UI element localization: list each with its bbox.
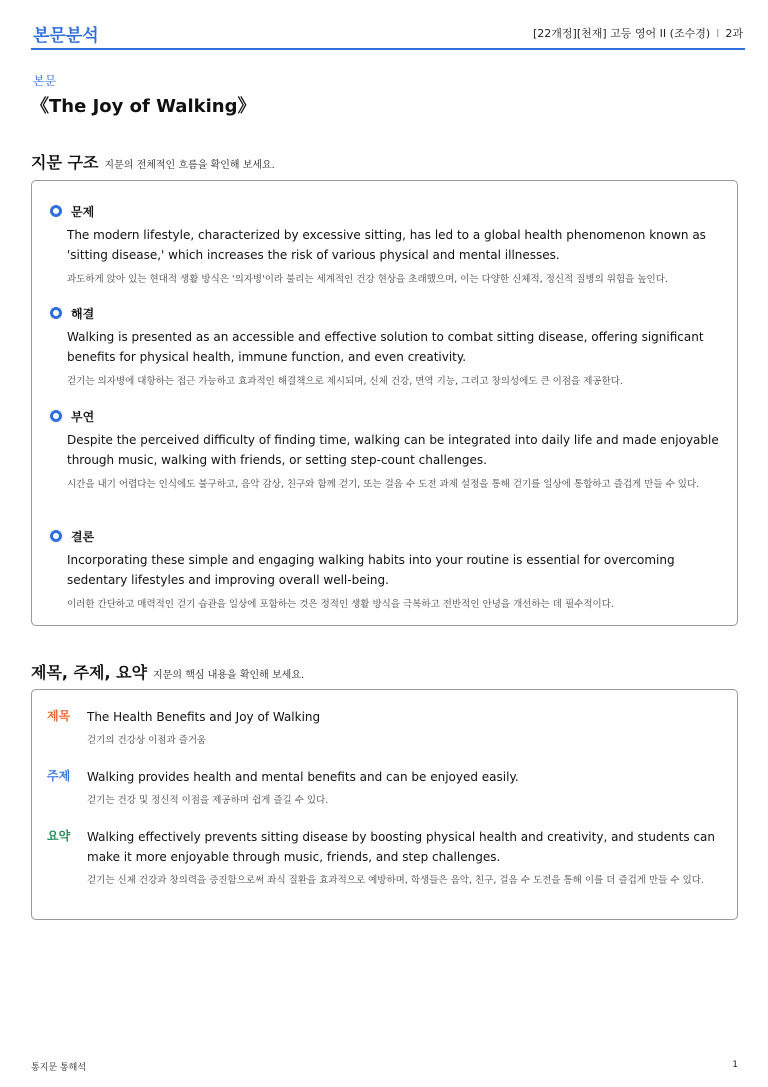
bullet-circle-icon [50,410,62,422]
structure-box [31,180,738,626]
structure-item-korean: 이러한 간단하고 매력적인 걷기 습관을 일상에 포함하는 것은 정적인 생활 방식을 극복하고 전반적인 안녕을 개선하는 데 필수적이다. [67,599,614,610]
structure-item-label: 해결 [71,306,95,321]
structure-heading-desc: 지문의 전체적인 흐름을 확인해 보세요. [104,160,275,171]
summary-heading [31,660,304,683]
summary-item-korean: 걷기는 신체 건강과 창의력을 증진함으로써 좌식 질환을 효과적으로 예방하며, 학생들은 음악, 친구, 걸음 수 도전을 통해 이를 더 즐겁게 만들 수 있다. [87,875,704,886]
structure-item-english: Walking is presented as an accessible and effective solution to combat sitting disease, offering significant benefits for physical health, immune function, and even creativity. [67,330,704,364]
page-header [31,0,745,50]
structure-item-korean: 시간을 내기 어렵다는 인식에도 불구하고, 음악 감상, 친구와 함께 걷기, 또는 걸음 수 도전 과제 설정을 통해 걷기를 일상에 통합하고 즐겁게 만들 수 있다. [67,479,700,490]
summary-item-label: 주제 [47,769,71,783]
header-course-info [533,25,743,41]
summary-item-english: Walking effectively prevents sitting disease by boosting physical health and creativity, and students can make it more enjoyable through music, friends, and step challenges. [87,830,715,864]
structure-item-english: The modern lifestyle, characterized by excessive sitting, has led to a global health phenomenon known as 'sitting disease,' which increases the risk of various physical and mental illnesses. [67,228,706,262]
page-number: 1 [732,1060,738,1070]
section-label: 본문 [33,74,57,88]
structure-item-korean: 과도하게 앉아 있는 현대적 생활 방식은 '의자병'이라 불리는 세계적인 건강 현상을 초래했으며, 이는 다양한 신체적, 정신적 질병의 위험을 높인다. [67,274,668,285]
summary-item-english: The Health Benefits and Joy of Walking [87,710,321,724]
summary-item-label: 제목 [47,709,71,723]
structure-item-elaboration [50,408,723,493]
summary-item-korean: 걷기는 건강 및 정신적 이점을 제공하며 쉽게 즐길 수 있다. [87,795,329,806]
summary-box [31,689,738,920]
structure-item-korean: 걷기는 의자병에 대항하는 접근 가능하고 효과적인 해결책으로 제시되며, 신체 건강, 면역 기능, 그리고 창의성에도 큰 이점을 제공한다. [67,376,623,387]
structure-item-label: 문제 [71,204,95,219]
structure-item-label: 부연 [71,409,95,424]
header-title: 본문분석 [33,26,99,46]
summary-item-topic [47,767,725,809]
summary-item-korean: 걷기의 건강상 이점과 즐거움 [87,735,207,746]
summary-item-summary [47,827,725,889]
structure-item-problem [50,203,723,288]
structure-heading [31,150,275,173]
structure-item-solution [50,305,723,390]
structure-item-english: Despite the perceived difficulty of finding time, walking can be integrated into daily life and made enjoyable through music, walking with friends, or setting step-count challenges. [67,433,719,467]
structure-heading-title: 지문 구조 [31,153,99,172]
summary-heading-desc: 지문의 핵심 내용을 확인해 보세요. [153,670,305,681]
lesson-number: 2과 [725,27,743,40]
course-name: [22개정][천재] 고등 영어 II (조수경) [533,27,711,40]
structure-item-english: Incorporating these simple and engaging walking habits into your routine is essential for overcoming sedentary lifestyles and improving overall well-being. [67,553,675,587]
header-separator: I [716,27,720,40]
summary-heading-title: 제목, 주제, 요약 [31,663,148,682]
footer-label: 통지문 통해석 [31,1063,87,1073]
bullet-circle-icon [50,307,62,319]
structure-item-label: 결론 [71,529,95,544]
summary-item-english: Walking provides health and mental benefits and can be enjoyed easily. [87,770,519,784]
bullet-circle-icon [50,530,62,542]
summary-item-title [47,707,725,749]
structure-item-conclusion [50,528,723,613]
bullet-circle-icon [50,205,62,217]
summary-item-label: 요약 [47,829,71,843]
document-title: 《The Joy of Walking》 [31,96,256,117]
